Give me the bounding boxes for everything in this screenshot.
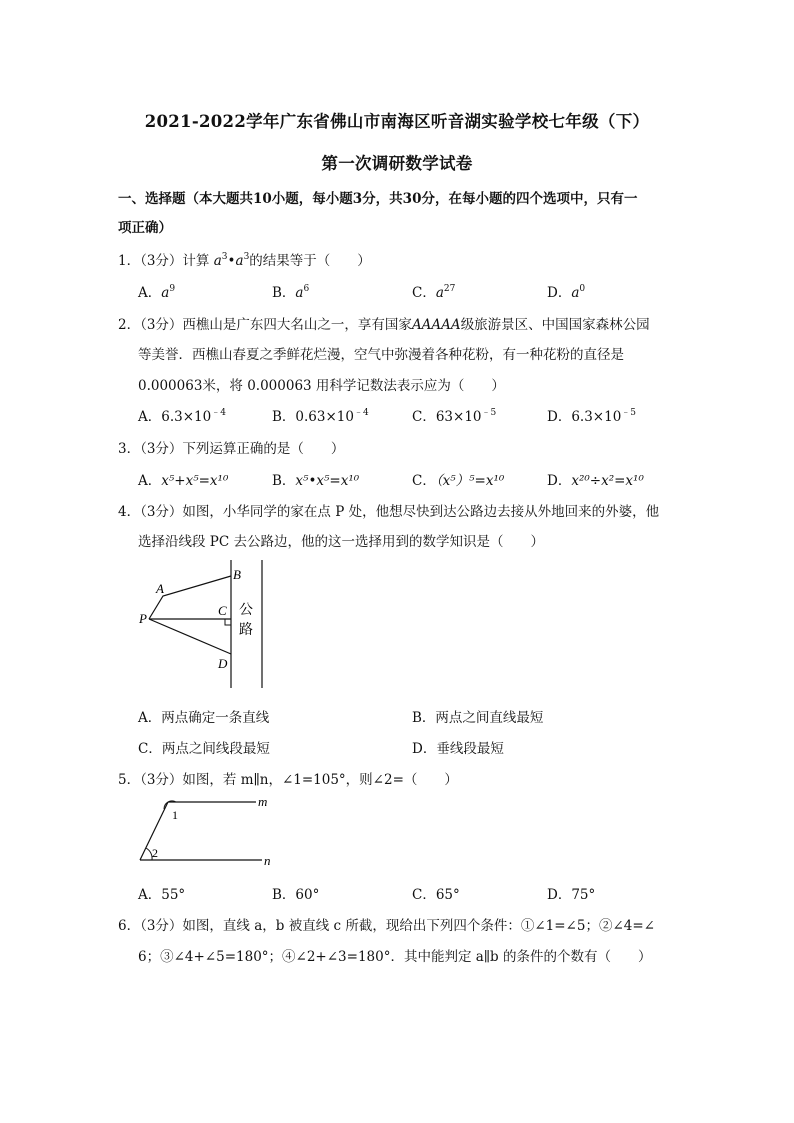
parallel-lines-figure xyxy=(134,794,284,872)
q2-option-c: C．$63\times 10^{﹣5}$ xyxy=(412,408,497,425)
right-angle-mark xyxy=(225,619,231,625)
q4-option-d: D．垂线段最短 xyxy=(412,741,504,757)
label-m: m xyxy=(258,794,268,809)
q5-option-c: C．65° xyxy=(412,887,460,903)
label-d: D xyxy=(218,656,228,671)
label-road-2: 路 xyxy=(239,623,253,638)
question-2-line3: 0.000063米，将 0.000063 用科学记数法表示应为（ ） xyxy=(138,378,505,394)
label-angle-2: 2 xyxy=(152,846,158,860)
section-heading-cont: 项正确） xyxy=(118,220,172,236)
q5-option-b: B．60° xyxy=(272,887,320,903)
q3-option-b: B．x⁵•x⁵=x¹⁰ xyxy=(272,473,360,489)
label-b: B xyxy=(233,567,241,582)
q2-option-b: B．$0.63\times 10^{﹣4}$ xyxy=(272,408,369,425)
question-6-line1: 6．（3分）如图，直线 a，b 被直线 c 所截，现给出下列四个条件：①∠1=∠5；②∠4=∠ xyxy=(118,918,655,934)
label-a: A xyxy=(156,581,164,596)
q1-option-b: B．$a^6$ xyxy=(272,284,310,301)
q3-option-c: C．（x⁵）⁵=x¹⁰ xyxy=(412,473,505,489)
label-n: n xyxy=(264,853,271,868)
question-2-line2: 等美誉．西樵山春夏之季鲜花烂漫，空气中弥漫着各种花粉，有一种花粉的直径是 xyxy=(138,347,624,363)
q1-option-c: C．$a^{27}$ xyxy=(412,284,456,301)
question-6-line2: 6；③∠4+∠5=180°；④∠2+∠3=180°．其中能判定 a∥b 的条件的个数有（ ） xyxy=(138,949,652,965)
question-4-line1: 4．（3分）如图，小华同学的家在点 P 处，他想尽快到达公路边去接从外地回来的外婆，他 xyxy=(118,504,660,520)
q5-option-d: D．75° xyxy=(547,887,596,903)
question-5-stem: 5．（3分）如图，若 m∥n，∠1=105°，则∠2=（ ） xyxy=(118,772,458,788)
label-c: C xyxy=(218,603,227,618)
road-figure xyxy=(136,556,276,692)
question-1-stem: 1．（3分）计算 $a^3•a^3$的结果等于（ ） xyxy=(118,252,371,269)
question-3-stem: 3．（3分）下列运算正确的是（ ） xyxy=(118,441,345,457)
label-p: P xyxy=(139,611,147,626)
section-heading: 一、选择题（本大题共10小题，每小题3分，共30分，在每小题的四个选项中，只有一 xyxy=(118,191,638,207)
q4-option-c: C．两点之间线段最短 xyxy=(138,741,270,757)
label-angle-1: 1 xyxy=(172,808,178,822)
page-title: 2021-2022学年广东省佛山市南海区听音湖实验学校七年级（下） xyxy=(144,112,650,131)
label-road-1: 公 xyxy=(239,603,253,618)
q1-option-a: A．$a^9$ xyxy=(138,284,176,301)
page-subtitle: 第一次调研数学试卷 xyxy=(321,154,473,173)
q2-option-d: D．$6.3\times 10^{﹣5}$ xyxy=(547,408,637,425)
q3-option-d: D．x²⁰÷x²=x¹⁰ xyxy=(547,473,644,489)
q1-option-d: D．$a^0$ xyxy=(547,284,586,301)
q4-option-b: B．两点之间直线最短 xyxy=(412,710,544,726)
segment-pd xyxy=(149,619,231,654)
q3-option-a: A．x⁵+x⁵=x¹⁰ xyxy=(138,473,229,489)
question-2-line1: 2．（3分）西樵山是广东四大名山之一，享有国家AAAAA级旅游景区、中国国家森林公园 xyxy=(118,317,650,333)
q2-option-a: A．$6.3\times 10^{﹣4}$ xyxy=(138,408,226,425)
q4-option-a: A．两点确定一条直线 xyxy=(138,710,270,726)
q5-option-a: A．55° xyxy=(138,887,186,903)
question-4-line2: 选择沿线段 PC 去公路边，他的这一选择用到的数学知识是（ ） xyxy=(138,534,544,550)
